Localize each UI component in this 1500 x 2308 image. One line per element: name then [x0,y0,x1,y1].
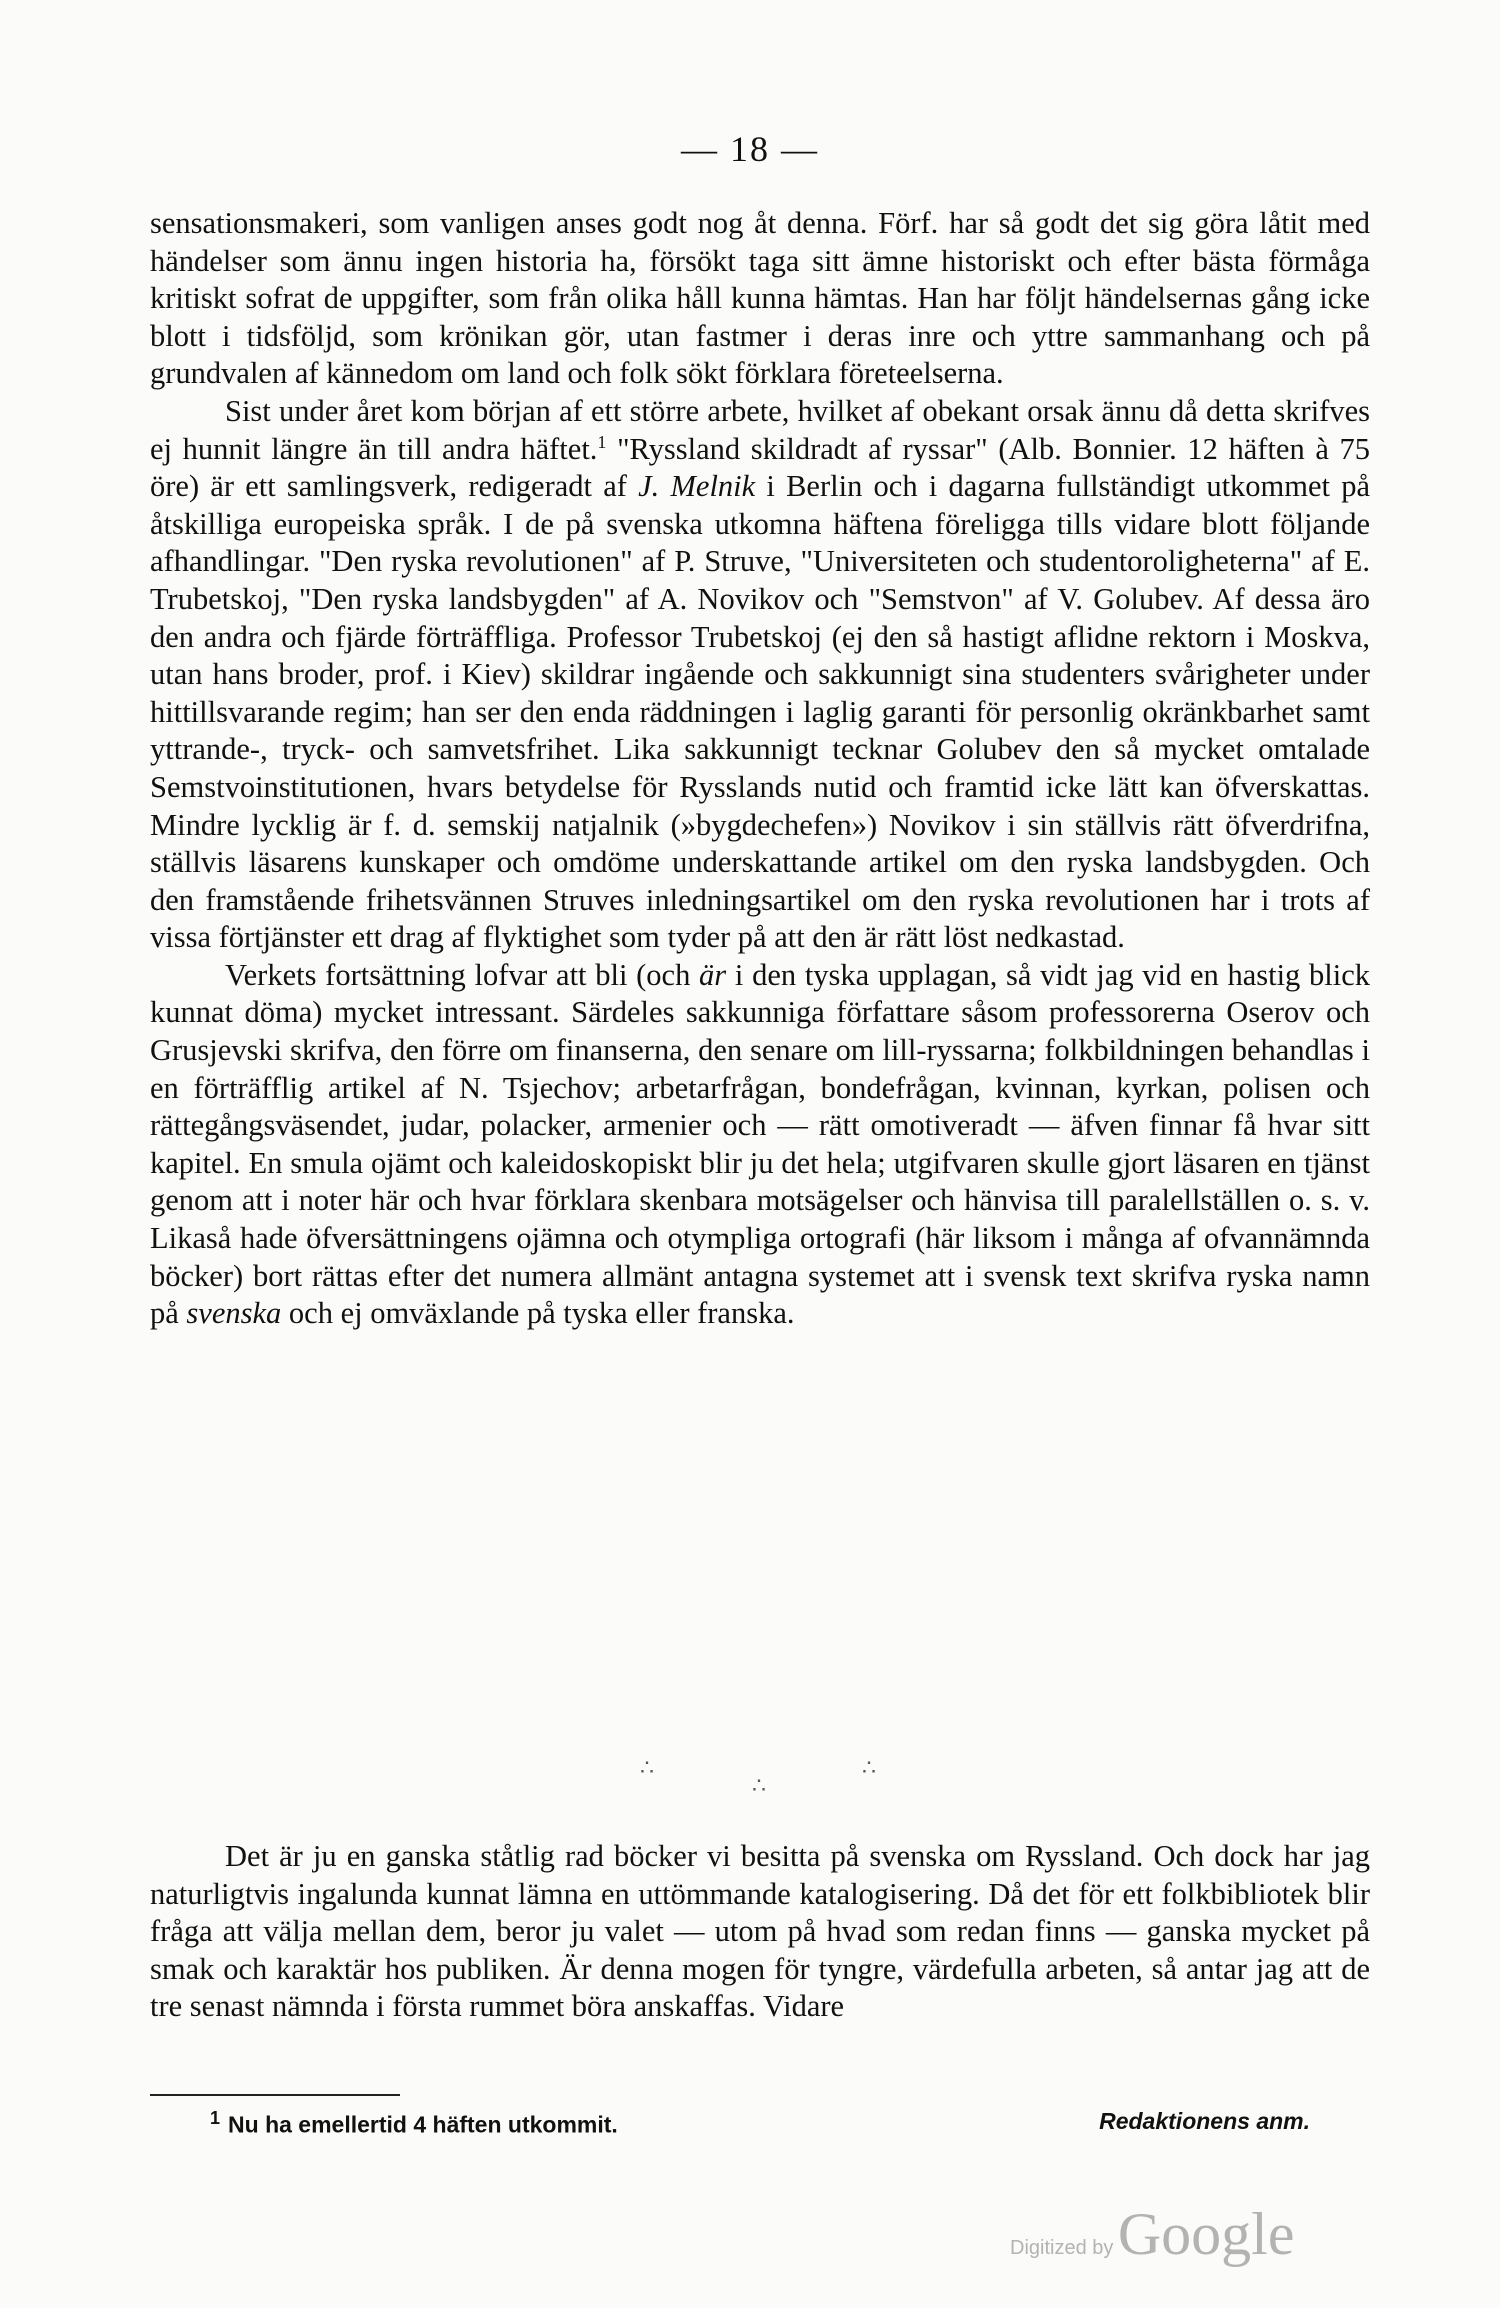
emphasis-svenska: svenska [186,1296,282,1331]
paragraph-4: Det är ju en ganska ståtlig rad böcker vi besitta på svenska om Ryssland. Och dock har jag naturligtvis ingalunda kunnat lämna en uttömmande katalogisering. Då det för ett folkbibliotek blir fråga att välja mellan dem, beror ju valet — utom på hvad som redan finns — ganska mycket på smak och karaktär hos publiken. Är denna mogen för tyngre, värdefulla arbeten, så antar jag att de tre senast nämnda i första rummet böra anskaffas. Vidare [150,1839,1370,2024]
separator-mark: ∴ [862,1755,876,1780]
footnote-mark: 1 [210,2108,221,2128]
digitized-watermark [1010,2200,1294,2269]
footnote-signature: Redaktionens anm. [1099,2108,1310,2134]
emphasis-ar: är [699,957,727,992]
section-2-text [150,1838,1370,2026]
author-name: J. Melnik [638,469,756,504]
paragraph-2: Sist under året kom början af ett större arbete, hvilket af obekant orsak ännu då detta skrifves ej hunnit längre än till andra häftet.$^1$ "Ryssland skildradt af ryssar" (Alb. Bonnier. 12 häften à 75 öre) är ett samlingsverk, redigeradt af J. Melnik i Berlin och i dagarna fullständigt utkommet på åtskilliga europeiska språk. I de på svenska utkomna häftena föreligga tills vidare blott följande afhandlingar. "Den ryska revolutionen" af P. Struve, "Universiteten och studentoroligheterna" af E. Trubetskoj, "Den ryska landsbygden" af A. Novikov och "Semstvon" af V. Golubev. Af dessa äro den andra och fjärde förträffliga. Professor Trubetskoj (ej den så hastigt aflidne rektorn i Moskva, utan hans broder, prof. i Kiev) skildrar ingående och sakkunnigt sina studenters svårigheter under hittillsvarande regim; han ser den enda räddningen i laglig garanti för personlig okränkbarhet samt yttrande-, tryck- och samvetsfrihet. Lika sakkunnigt tecknar Golubev den så mycket omtalade Semstvoinstitutionen, hvars betydelse för Rysslands nutid och framtid icke lätt kan öfverskattas. Mindre lycklig är f. d. semskij natjalnik (»bygdechefen») Novikov i sin ställvis rätt öfverdrifna, ställvis läsarens kunskaper och omdöme underskattande artikel om den ryska landsbygden. Och den framstående frihetsvännen Struves inledningsartikel om den ryska revolutionen har i trots af vissa förtjänster ett drag af flyktighet som tyder på att den är rätt löst nedkastad. [150,393,1371,955]
main-text [150,205,1370,1333]
footnote-reference: 1 [597,431,607,452]
google-logo: Google [1117,2201,1295,2267]
separator-mark: ∴ [640,1755,654,1780]
footnote-divider [150,2094,400,2096]
page-number: — 18 — [681,129,819,169]
footnote [210,2108,1310,2139]
digitized-label: Digitized by [1010,2237,1114,2259]
paragraph-3: Verkets fortsättning lofvar att bli (och är i den tyska upplagan, så vidt jag vid en hastig blick kunnat döma) mycket intressant. Särdeles sakkunniga författare såsom professorerna Oserov och Grusjevski skrifva, den förre om finanserna, den senare om lill-ryssarna; folkbildningen behandlas i en förträfflig artikel af N. Tsjechov; arbetarfrågan, bondefrågan, kvinnan, kyrkan, polisen och rättegångsväsendet, judar, polacker, armenier och — rätt omotiveradt — äfven finnar få hvar sitt kapitel. En smula ojämt och kaleidoskopiskt blir ju det hela; utgifvaren skulle gjort läsaren en tjänst genom att i noter här och hvar förklara skenbara motsägelser och hänvisa till paralellställen o. s. v. Likaså hade öfversättningens ojämna och otympliga ortografi (här liksom i många af ofvannämnda böcker) bort rättas efter det numera allmänt antagna systemet att i svensk text skrifva ryska namn på svenska och ej omväxlande på tyska eller franska. [150,957,1370,1331]
paragraph-1: sensationsmakeri, som vanligen anses godt nog åt denna. Förf. har så godt det sig göra låtit med händelser som ännu ingen historia ha, försökt taga sitt ämne historiskt och efter bästa förmåga kritiskt sofrat de uppgifter, som från olika håll kunna hämtas. Han har följt händelsernas gång icke blott i tidsföljd, som krönikan gör, utan fastmer i deras inre och yttre sammanhang och på grundvalen af kännedom om land och folk sökt förklara företeelserna. [150,206,1370,391]
footnote-text: Nu ha emellertid 4 häften utkommit. [228,2111,618,2138]
separator-mark: ∴ [752,1773,766,1798]
